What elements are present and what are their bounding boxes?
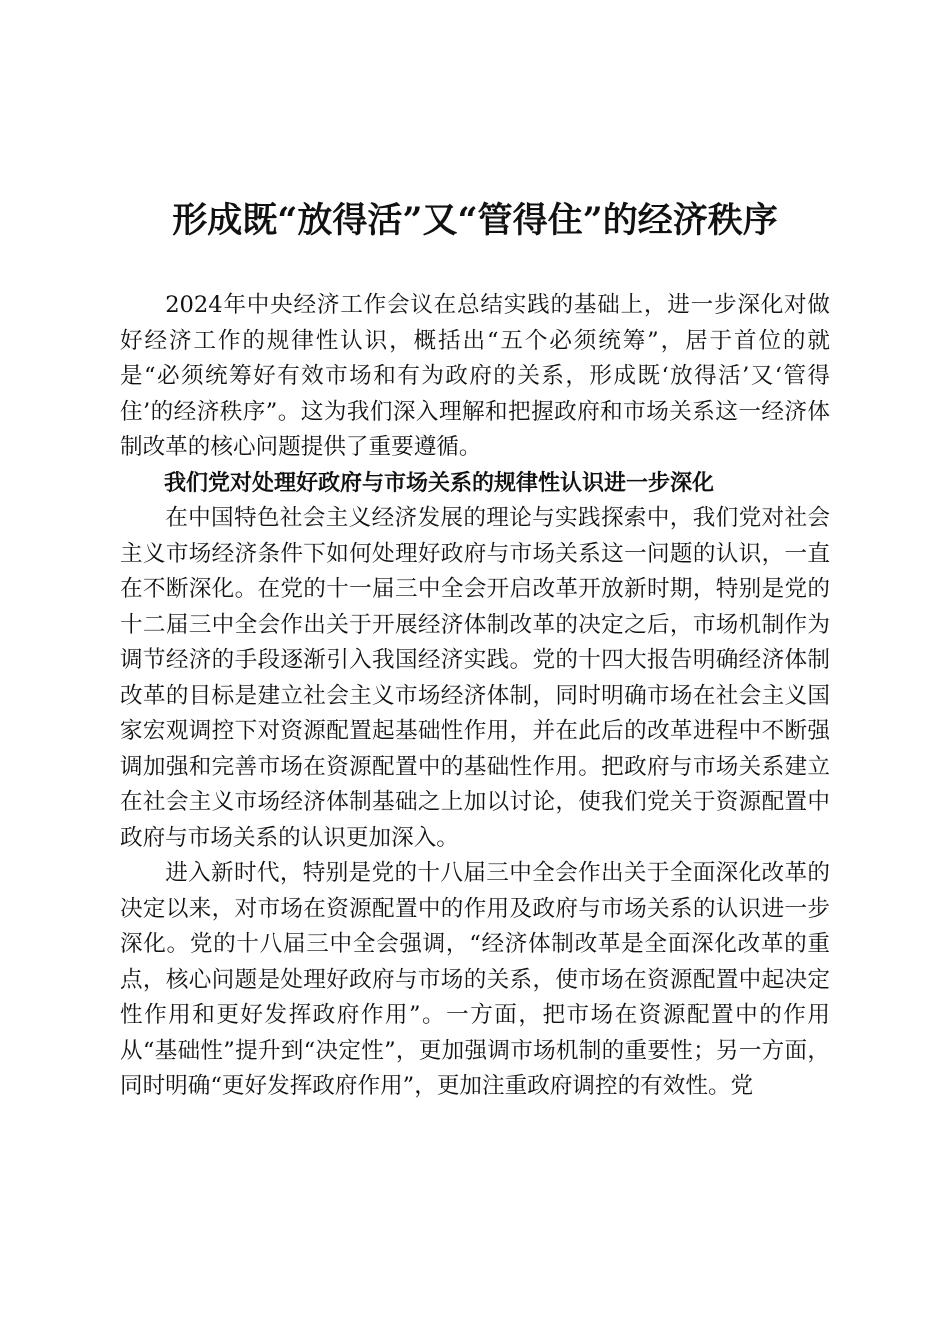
body-paragraph: 进入新时代，特别是党的十八届三中全会作出关于全面深化改革的决定以来，对市场在资源配置中的作用及政府与市场关系的认识进一步深化。党的十八届三中全会强调，“经济体制改革是全面深化改革的重点，核心问题是处理好政府与市场的关系，使市场在资源配置中起决定性作用和更好发挥政府作用”。一方面，把市场在资源配置中的作用从“基础性”提升到“决定性”，更加强调市场机制的重要性；另一方面，同时明确“更好发挥政府作用”，更加注重政府调控的有效性。党 [120, 860, 830, 1099]
document-title: 形成既“放得活”又“管得住”的经济秩序 [172, 200, 778, 241]
section-heading: 我们党对处理好政府与市场关系的规律性认识进一步深化 [164, 470, 715, 496]
intro-paragraph: 2024年中央经济工作会议在总结实践的基础上，进一步深化对做好经济工作的规律性认识，概括出“五个必须统筹”，居于首位的就是“必须统筹好有效市场和有为政府的关系，形成既‘放得活’又‘管得住’的经济秩序”。这为我们深入理解和把握政府和市场关系这一经济体制改革的核心问题提供了重要遵循。 [120, 292, 830, 460]
body-paragraph: 在中国特色社会主义经济发展的理论与实践探索中，我们党对社会主义市场经济条件下如何处理好政府与市场关系这一问题的认识，一直在不断深化。在党的十一届三中全会开启改革开放新时期，特别是党的十二届三中全会作出关于开展经济体制改革的决定之后，市场机制作为调节经济的手段逐渐引入我国经济实践。党的十四大报告明确经济体制改革的目标是建立社会主义市场经济体制，同时明确市场在社会主义国家宏观调控下对资源配置起基础性作用，并在此后的改革进程中不断强调加强和完善市场在资源配置中的基础性作用。把政府与市场关系建立在社会主义市场经济体制基础之上加以讨论，使我们党关于资源配置中政府与市场关系的认识更加深入。 [120, 505, 830, 851]
document-body [120, 288, 830, 1105]
